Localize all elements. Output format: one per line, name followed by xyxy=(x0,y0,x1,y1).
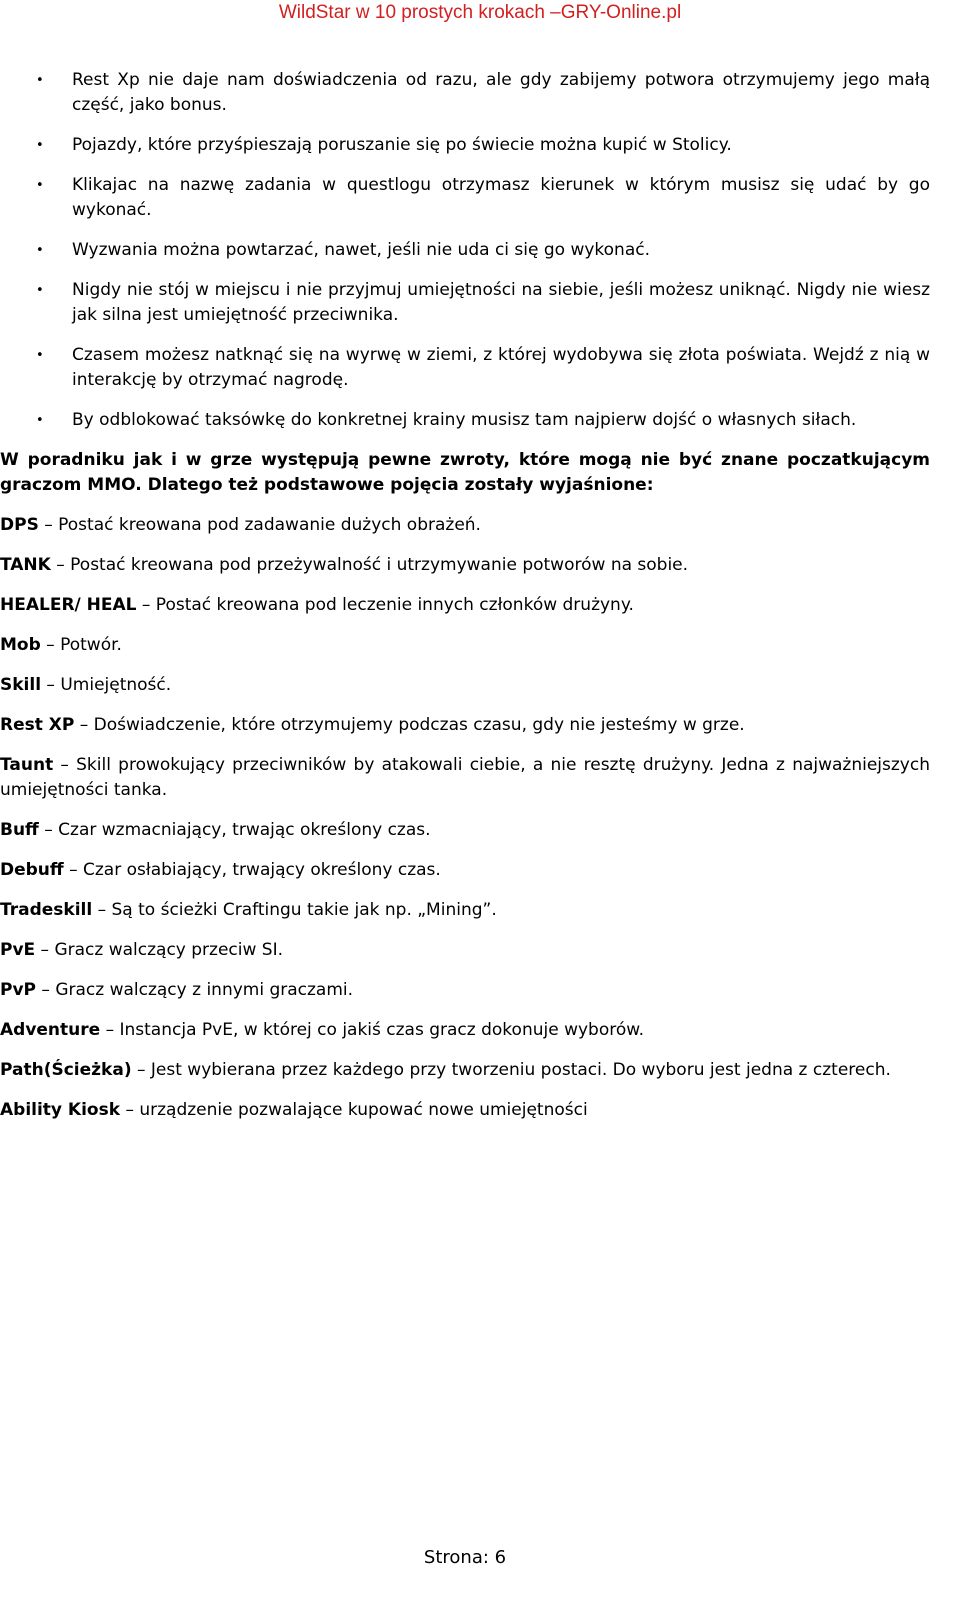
header-site-link[interactable]: GRY-Online.pl xyxy=(560,2,682,23)
bullet-icon: • xyxy=(36,283,44,298)
glossary-definition: – Gracz walczący z innymi graczami. xyxy=(36,980,354,1000)
glossary-definition: – urządzenie pozwalające kupować nowe umiejętności xyxy=(120,1100,588,1120)
bullet-icon: • xyxy=(36,178,44,193)
glossary-term: Debuff xyxy=(0,860,64,880)
list-item xyxy=(0,133,930,158)
glossary-term: Ability Kiosk xyxy=(0,1100,121,1120)
glossary-term: Path(Ścieżka) xyxy=(0,1060,132,1080)
glossary-entry xyxy=(0,1018,930,1043)
list-item xyxy=(0,238,930,263)
glossary-entry xyxy=(0,713,930,738)
glossary-definition: – Gracz walczący przeciw SI. xyxy=(35,940,284,960)
bullet-icon: • xyxy=(36,348,44,363)
glossary-term: DPS xyxy=(0,515,39,535)
glossary-term: Buff xyxy=(0,820,39,840)
glossary-definition: – Czar osłabiający, trwający określony czas. xyxy=(63,860,441,880)
glossary-entry xyxy=(0,1058,930,1083)
list-item-text: Klikajac na nazwę zadania w questlogu otrzymasz kierunek w którym musisz się udać by go wykonać. xyxy=(72,175,930,220)
glossary-entry xyxy=(0,938,930,963)
page-footer xyxy=(0,1547,930,1569)
glossary-definition: – Potwór. xyxy=(40,635,122,655)
glossary-term: Tradeskill xyxy=(0,900,93,920)
glossary-entry xyxy=(0,898,930,923)
list-item-text: Czasem możesz natknąć się na wyrwę w ziemi, z której wydobywa się złota poświata. Wejdź z nią w interakcję by otrzymać nagrodę. xyxy=(72,345,930,390)
glossary-term: Adventure xyxy=(0,1020,101,1040)
bullet-icon: • xyxy=(36,413,44,428)
glossary-entry xyxy=(0,673,930,698)
glossary-entry xyxy=(0,818,930,843)
bullet-icon: • xyxy=(36,243,44,258)
glossary-definition: – Doświadczenie, które otrzymujemy podczas czasu, gdy nie jesteśmy w grze. xyxy=(74,715,745,735)
page-header xyxy=(0,0,960,28)
glossary-entry xyxy=(0,513,930,538)
bullet-icon: • xyxy=(36,138,44,153)
list-item-text: By odblokować taksówkę do konkretnej krainy musisz tam najpierw dojść o własnych siłach. xyxy=(72,410,857,430)
glossary-entry xyxy=(0,858,930,883)
list-item-text: Rest Xp nie daje nam doświadczenia od razu, ale gdy zabijemy potwora otrzymujemy jego małą część, jako bonus. xyxy=(72,70,930,115)
list-item xyxy=(0,278,930,328)
document-body xyxy=(0,68,930,1138)
glossary-definition: – Są to ścieżki Craftingu takie jak np. „Mining”. xyxy=(92,900,497,920)
glossary-term: PvP xyxy=(0,980,37,1000)
glossary-definition: – Postać kreowana pod leczenie innych członków drużyny. xyxy=(136,595,634,615)
glossary-entry xyxy=(0,593,930,618)
list-item-text: Nigdy nie stój w miejscu i nie przyjmuj umiejętności na siebie, jeśli możesz uniknąć. Nigdy nie wiesz jak silna jest umiejętność przeciwnika. xyxy=(72,280,930,325)
list-item-text: Wyzwania można powtarzać, nawet, jeśli nie uda ci się go wykonać. xyxy=(72,240,650,260)
page-number: Strona: 6 xyxy=(423,1547,507,1568)
glossary xyxy=(0,513,930,1123)
glossary-term: Mob xyxy=(0,635,41,655)
glossary-definition: – Instancja PvE, w której co jakiś czas gracz dokonuje wyborów. xyxy=(100,1020,644,1040)
glossary-entry xyxy=(0,553,930,578)
list-item xyxy=(0,173,930,223)
header-title: WildStar w 10 prostych krokach – xyxy=(278,2,561,23)
bullet-icon: • xyxy=(36,73,44,88)
glossary-entry xyxy=(0,978,930,1003)
glossary-definition: – Skill prowokujący przeciwników by atakowali ciebie, a nie resztę drużyny. Jedna z najważniejszych umiejętności tanka. xyxy=(0,755,930,800)
list-item xyxy=(0,343,930,393)
glossary-term: Taunt xyxy=(0,755,54,775)
glossary-definition: – Postać kreowana pod przeżywalność i utrzymywanie potworów na sobie. xyxy=(50,555,689,575)
glossary-definition: – Jest wybierana przez każdego przy tworzeniu postaci. Do wyboru jest jedna z czterech. xyxy=(131,1060,891,1080)
list-item-text: Pojazdy, które przyśpieszają poruszanie się po świecie można kupić w Stolicy. xyxy=(72,135,732,155)
glossary-term: HEALER/ HEAL xyxy=(0,595,137,615)
list-item xyxy=(0,408,930,433)
glossary-term: TANK xyxy=(0,555,51,575)
glossary-definition: – Postać kreowana pod zadawanie dużych obrażeń. xyxy=(38,515,481,535)
glossary-entry xyxy=(0,1098,930,1123)
glossary-definition: – Czar wzmacniający, trwając określony czas. xyxy=(38,820,431,840)
glossary-definition: – Umiejętność. xyxy=(41,675,172,695)
glossary-intro: W poradniku jak i w grze występują pewne zwroty, które mogą nie być znane poczatkującym graczom MMO. Dlatego też podstawowe pojęcia zostały wyjaśnione: xyxy=(0,450,930,495)
glossary-term: PvE xyxy=(0,940,36,960)
glossary-entry xyxy=(0,633,930,658)
glossary-term: Skill xyxy=(0,675,42,695)
glossary-term: Rest XP xyxy=(0,715,75,735)
glossary-entry xyxy=(0,753,930,803)
list-item xyxy=(0,68,930,118)
tips-list xyxy=(0,68,930,433)
